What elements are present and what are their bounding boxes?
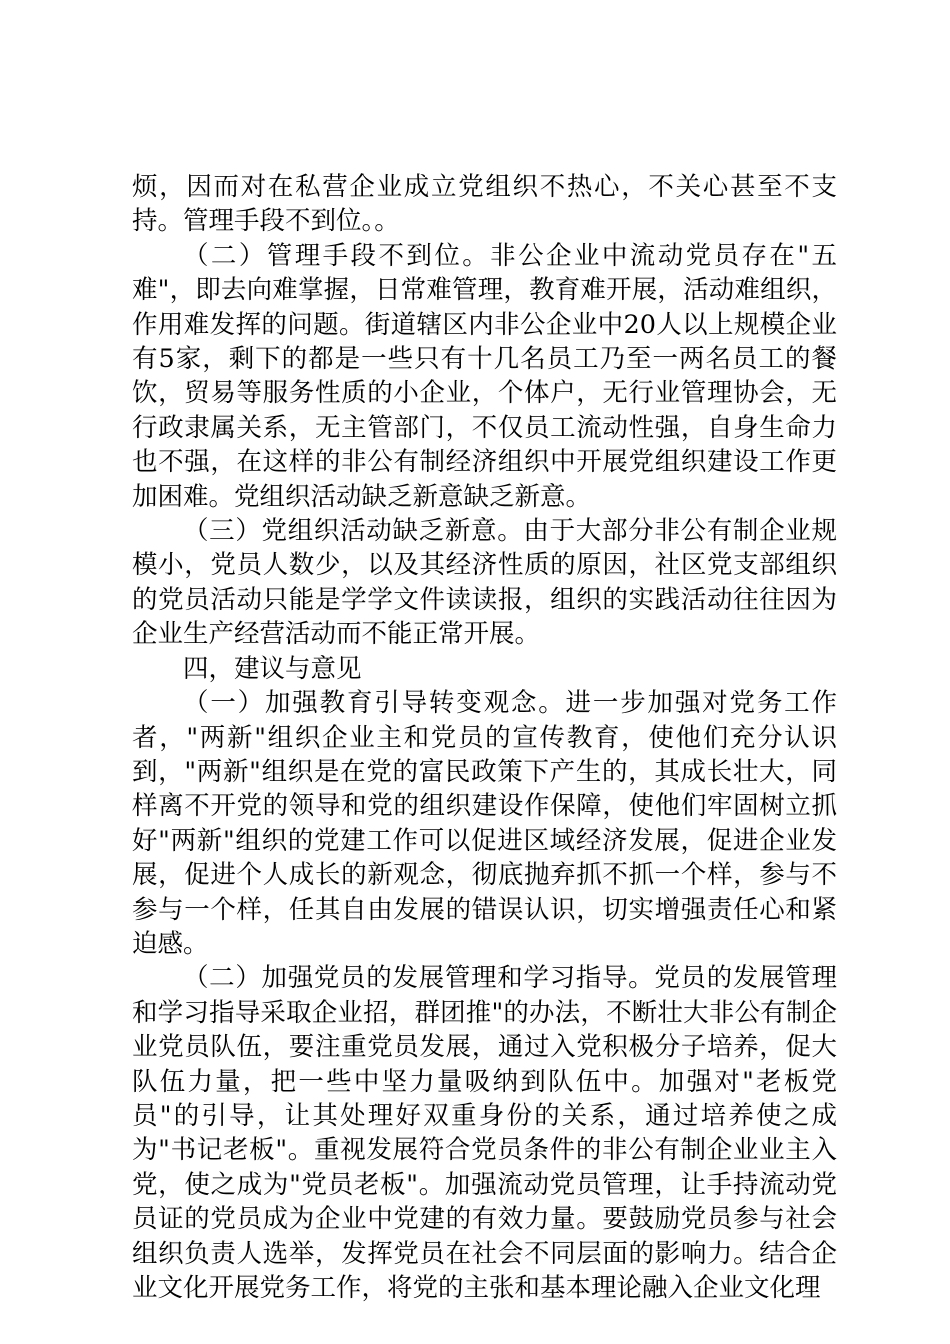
paragraph-suggestion-2: （二）加强党员的发展管理和学习指导。党员的发展管理和学习指导采取企业招，群团推"的办法，不断壮大非公有制企业党员队伍，要注重党员发展，通过入党积极分子培养，促大队伍力量，把一些中坚力量吸纳到队伍中。加强对"老板党员"的引导，让其处理好双重身份的关系，通过培养使之成为"书记老板"。重视发展符合党员条件的非公有制企业业主入党，使之成为"党员老板"。加强流动党员管理，让手持流动党员证的党员成为企业中党建的有效力量。要鼓励党员参与社会组织负责人选举，发挥党员在社会不同层面的影响力。结合企业文化开展党务工作，将党的主张和基本理论融入企业文化理: [132, 963, 837, 1303]
section-heading-4: 四，建议与意见: [183, 653, 362, 684]
paragraph-suggestion-1: （一）加强教育引导转变观念。进一步加强对党务工作者，"两新"组织企业主和党员的宣传教育，使他们充分认识到，"两新"组织是在党的富民政策下产生的，其成长壮大，同样离不开党的领导和党的组织建设作保障，使他们牢固树立抓好"两新"组织的党建工作可以促进区域经济发展，促进企业发展，促进个人成长的新观念，彻底抛弃抓不抓一个样，参与不参与一个样，任其自由发展的错误认识，切实增强责任心和紧迫感。: [132, 688, 837, 959]
paragraph-section-2: （二）管理手段不到位。非公企业中流动党员存在"五难"，即去向难掌握，日常难管理，教育难开展，活动难组织，作用难发挥的问题。街道辖区内非公企业中20人以上规模企业有5家，剩下的都是一些只有十几名员工乃至一两名员工的餐饮，贸易等服务性质的小企业，个体户，无行业管理协会，无行政隶属关系，无主管部门，不仅员工流动性强，自身生命力也不强，在这样的非公有制经济组织中开展党组织建设工作更加困难。党组织活动缺乏新意缺乏新意。: [132, 240, 837, 512]
paragraph-continuation: 烦，因而对在私营企业成立党组织不热心，不关心甚至不支持。管理手段不到位。。: [132, 172, 837, 237]
document-body: [132, 170, 837, 1305]
paragraph-section-3: （三）党组织活动缺乏新意。由于大部分非公有制企业规模小，党员人数少，以及其经济性质的原因，社区党支部组织的党员活动只能是学学文件读读报，组织的实践活动往往因为企业生产经营活动而不能正常开展。: [132, 516, 837, 650]
